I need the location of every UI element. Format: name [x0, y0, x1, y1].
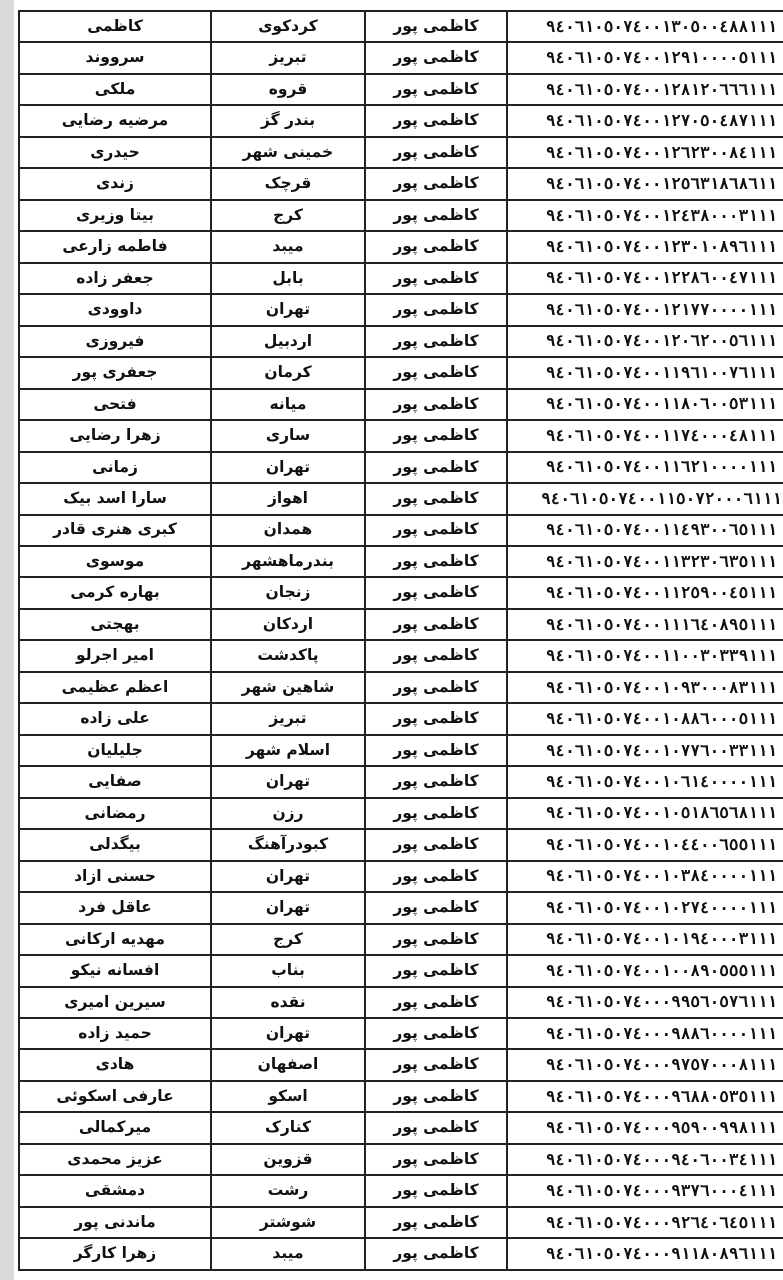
table-row: [19, 1144, 783, 1175]
person-name-cell: فاطمه زارعی: [19, 231, 211, 262]
table-row: [19, 829, 783, 860]
account-number-cell: ۹٤۰٦۱۰٥۰۷٤۰۰۱۱۳۲۳۰٦۳٥۱۱۱: [507, 546, 783, 577]
table-row: [19, 105, 783, 136]
family-name-cell: کاظمی پور: [365, 515, 507, 546]
family-name-cell: کاظمی پور: [365, 137, 507, 168]
person-name-cell: اعظم عظیمی: [19, 672, 211, 703]
city-cell: همدان: [211, 515, 365, 546]
city-cell: اهواز: [211, 483, 365, 514]
account-number-cell: ۹٤۰٦۱۰٥۰۷٤۰۰۱۰۰۸۹۰٥٥٥۱۱۱: [507, 955, 783, 986]
table-row: [19, 200, 783, 231]
account-number-cell: ۹٤۰٦۱۰٥۰۷٤۰۰۱۰۹۳۰۰۰۸۳۱۱۱: [507, 672, 783, 703]
city-cell: اسکو: [211, 1081, 365, 1112]
person-name-cell: حمید زاده: [19, 1018, 211, 1049]
person-name-cell: عارفی اسکوئی: [19, 1081, 211, 1112]
person-name-cell: عزیز محمدی: [19, 1144, 211, 1175]
account-number-cell: ۹٤۰٦۱۰٥۰۷٤۰۰۱۱٦۲۱۰۰۰۰۱۱۱: [507, 452, 783, 483]
family-name-cell: کاظمی پور: [365, 861, 507, 892]
account-number-cell: ۹٤۰٦۱۰٥۰۷٤۰۰۱۰۷۷٦۰۰۳۳۱۱۱: [507, 735, 783, 766]
person-name-cell: میرکمالی: [19, 1112, 211, 1143]
city-cell: رشت: [211, 1175, 365, 1206]
person-name-cell: افسانه نیکو: [19, 955, 211, 986]
account-number-cell: ۹٤۰٦۱۰٥۰۷٤۰۰۱۰۲۷٤۰۰۰۰۱۱۱: [507, 892, 783, 923]
person-name-cell: هادی: [19, 1049, 211, 1080]
family-name-cell: کاظمی پور: [365, 1144, 507, 1175]
account-number-cell: ۹٤۰٦۱۰٥۰۷٤۰۰۱۱۱٦٤۰۸۹٥۱۱۱: [507, 609, 783, 640]
person-name-cell: جعفر زاده: [19, 263, 211, 294]
table-row: [19, 11, 783, 42]
table-row: [19, 483, 783, 514]
account-number-cell: ۹٤۰٦۱۰٥۰۷٤۰۰۱۲۷۰٥۰٤۸۷۱۱۱: [507, 105, 783, 136]
account-number-cell: ۹٤۰٦۱۰٥۰۷٤۰۰۱۰۱۹٤۰۰۰۳۱۱۱: [507, 924, 783, 955]
person-name-cell: زمانی: [19, 452, 211, 483]
account-number-cell: ۹٤۰٦۱۰٥۰۷٤۰۰۱۰۸۸٦۰۰۰٥۱۱۱: [507, 703, 783, 734]
family-name-cell: کاظمی پور: [365, 1049, 507, 1080]
person-name-cell: عاقل فرد: [19, 892, 211, 923]
person-name-cell: سارا اسد بیک: [19, 483, 211, 514]
person-name-cell: بهاره کرمی: [19, 577, 211, 608]
account-number-cell: ۹٤۰٦۱۰٥۰۷٤۰۰۱۲٤۳۸۰۰۰۳۱۱۱: [507, 200, 783, 231]
table-row: [19, 1207, 783, 1238]
city-cell: قروه: [211, 74, 365, 105]
table-row: [19, 326, 783, 357]
city-cell: بندرماهشهر: [211, 546, 365, 577]
account-number-cell: ۹٤۰٦۱۰٥۰۷٤۰۰۰۹۲٦٤۰٦٤٥۱۱۱: [507, 1207, 783, 1238]
family-name-cell: کاظمی پور: [365, 735, 507, 766]
city-cell: اردکان: [211, 609, 365, 640]
family-name-cell: کاظمی پور: [365, 1081, 507, 1112]
account-number-cell: ۹٤۰٦۱۰٥۰۷٤۰۰۱۱٥۰۷۲۰۰۰٦۱۱۱: [507, 483, 783, 514]
records-table: [18, 10, 783, 1271]
person-name-cell: حسنی ازاد: [19, 861, 211, 892]
table-row: [19, 766, 783, 797]
table-row: [19, 420, 783, 451]
table-row: [19, 672, 783, 703]
person-name-cell: بهجتی: [19, 609, 211, 640]
records-table-body: [19, 11, 783, 1270]
person-name-cell: سیرین امیری: [19, 987, 211, 1018]
city-cell: اصفهان: [211, 1049, 365, 1080]
family-name-cell: کاظمی پور: [365, 829, 507, 860]
city-cell: میانه: [211, 389, 365, 420]
person-name-cell: علی زاده: [19, 703, 211, 734]
table-row: [19, 798, 783, 829]
table-row: [19, 452, 783, 483]
account-number-cell: ۹٤۰٦۱۰٥۰۷٤۰۰۱۲۱۷۷۰۰۰۰۱۱۱: [507, 294, 783, 325]
account-number-cell: ۹٤۰٦۱۰٥۰۷٤۰۰۱۲٦۲۳۰۰۸٤۱۱۱: [507, 137, 783, 168]
family-name-cell: کاظمی پور: [365, 74, 507, 105]
table-row: [19, 735, 783, 766]
city-cell: تهران: [211, 1018, 365, 1049]
family-name-cell: کاظمی پور: [365, 231, 507, 262]
table-row: [19, 74, 783, 105]
person-name-cell: ماندنی پور: [19, 1207, 211, 1238]
city-cell: شاهین شهر: [211, 672, 365, 703]
person-name-cell: زهرا کارگر: [19, 1238, 211, 1270]
family-name-cell: کاظمی پور: [365, 892, 507, 923]
account-number-cell: ۹٤۰٦۱۰٥۰۷٤۰۰۱۱۲٥۹۰۰٤٥۱۱۱: [507, 577, 783, 608]
table-row: [19, 892, 783, 923]
person-name-cell: مرضیه رضایی: [19, 105, 211, 136]
family-name-cell: کاظمی پور: [365, 1207, 507, 1238]
city-cell: قرچک: [211, 168, 365, 199]
family-name-cell: کاظمی پور: [365, 672, 507, 703]
table-row: [19, 515, 783, 546]
person-name-cell: مهدیه ارکانی: [19, 924, 211, 955]
city-cell: تهران: [211, 861, 365, 892]
account-number-cell: ۹٤۰٦۱۰٥۰۷٤۰۰۱۰۳۸٤۰۰۰۰۱۱۱: [507, 861, 783, 892]
table-row: [19, 168, 783, 199]
family-name-cell: کاظمی پور: [365, 609, 507, 640]
table-row: [19, 640, 783, 671]
person-name-cell: بیتا وزیری: [19, 200, 211, 231]
city-cell: تهران: [211, 892, 365, 923]
family-name-cell: کاظمی پور: [365, 640, 507, 671]
family-name-cell: کاظمی پور: [365, 766, 507, 797]
account-number-cell: ۹٤۰٦۱۰٥۰۷٤۰۰۰۹۸۸٦۰۰۰۰۱۱۱: [507, 1018, 783, 1049]
city-cell: میبد: [211, 1238, 365, 1270]
table-row: [19, 546, 783, 577]
table-row: [19, 294, 783, 325]
account-number-cell: ۹٤۰٦۱۰٥۰۷٤۰۰۱۰٥۱۸٦٥٦۸۱۱۱: [507, 798, 783, 829]
family-name-cell: کاظمی پور: [365, 294, 507, 325]
table-row: [19, 1018, 783, 1049]
city-cell: اردبیل: [211, 326, 365, 357]
table-row: [19, 263, 783, 294]
person-name-cell: موسوی: [19, 546, 211, 577]
person-name-cell: کاظمی: [19, 11, 211, 42]
table-row: [19, 987, 783, 1018]
account-number-cell: ۹٤۰٦۱۰٥۰۷٤۰۰۱۲٥٦۳۱۸٦۸٦۱۱: [507, 168, 783, 199]
table-row: [19, 137, 783, 168]
account-number-cell: ۹٤۰٦۱۰٥۰۷٤۰۰۰۹۳۷٦۰۰۰٤۱۱۱: [507, 1175, 783, 1206]
family-name-cell: کاظمی پور: [365, 389, 507, 420]
family-name-cell: کاظمی پور: [365, 703, 507, 734]
family-name-cell: کاظمی پور: [365, 168, 507, 199]
person-name-cell: دمشقی: [19, 1175, 211, 1206]
table-row: [19, 1049, 783, 1080]
person-name-cell: سرووند: [19, 42, 211, 73]
person-name-cell: زهرا رضایی: [19, 420, 211, 451]
family-name-cell: کاظمی پور: [365, 11, 507, 42]
person-name-cell: فتحی: [19, 389, 211, 420]
account-number-cell: ۹٤۰٦۱۰٥۰۷٤۰۰۰۹۷٥۷۰۰۰۸۱۱۱: [507, 1049, 783, 1080]
city-cell: تهران: [211, 294, 365, 325]
family-name-cell: کاظمی پور: [365, 105, 507, 136]
account-number-cell: ۹٤۰٦۱۰٥۰۷٤۰۰۱۰٦۱٤۰۰۰۰۱۱۱: [507, 766, 783, 797]
person-name-cell: امیر اجرلو: [19, 640, 211, 671]
person-name-cell: کبری هنری قادر: [19, 515, 211, 546]
left-margin-strip: [0, 0, 14, 1280]
table-row: [19, 861, 783, 892]
account-number-cell: ۹٤۰٦۱۰٥۰۷٤۰۰۰۹۹٥٦۰٥۷٦۱۱۱: [507, 987, 783, 1018]
table-row: [19, 231, 783, 262]
account-number-cell: ۹٤۰٦۱۰٥۰۷٤۰۰۱۲۲۸٦۰۰٤۷۱۱۱: [507, 263, 783, 294]
city-cell: قزوین: [211, 1144, 365, 1175]
city-cell: بابل: [211, 263, 365, 294]
family-name-cell: کاظمی پور: [365, 955, 507, 986]
city-cell: ساری: [211, 420, 365, 451]
family-name-cell: کاظمی پور: [365, 452, 507, 483]
family-name-cell: کاظمی پور: [365, 420, 507, 451]
table-row: [19, 42, 783, 73]
city-cell: بناب: [211, 955, 365, 986]
family-name-cell: کاظمی پور: [365, 1112, 507, 1143]
person-name-cell: رمضانی: [19, 798, 211, 829]
family-name-cell: کاظمی پور: [365, 798, 507, 829]
person-name-cell: حیدری: [19, 137, 211, 168]
person-name-cell: داوودی: [19, 294, 211, 325]
city-cell: بندر گز: [211, 105, 365, 136]
city-cell: کرمان: [211, 357, 365, 388]
person-name-cell: بیگدلی: [19, 829, 211, 860]
city-cell: پاکدشت: [211, 640, 365, 671]
city-cell: تهران: [211, 766, 365, 797]
table-row: [19, 389, 783, 420]
account-number-cell: ۹٤۰٦۱۰٥۰۷٤۰۰۱۱۸۰٦۰۰٥۳۱۱۱: [507, 389, 783, 420]
family-name-cell: کاظمی پور: [365, 200, 507, 231]
account-number-cell: ۹٤۰٦۱۰٥۰۷٤۰۰۱۱۷٤۰۰۰٤۸۱۱۱: [507, 420, 783, 451]
family-name-cell: کاظمی پور: [365, 546, 507, 577]
person-name-cell: ملکی: [19, 74, 211, 105]
account-number-cell: ۹٤۰٦۱۰٥۰۷٤۰۰۱۱۰۰۳۰۳۳۹۱۱۱: [507, 640, 783, 671]
table-row: [19, 1081, 783, 1112]
city-cell: کرج: [211, 200, 365, 231]
account-number-cell: ۹٤۰٦۱۰٥۰۷٤۰۰۱۱٤۹۳۰۰٦٥۱۱۱: [507, 515, 783, 546]
person-name-cell: جلیلیان: [19, 735, 211, 766]
family-name-cell: کاظمی پور: [365, 263, 507, 294]
city-cell: کنارک: [211, 1112, 365, 1143]
city-cell: زنجان: [211, 577, 365, 608]
person-name-cell: فیروزی: [19, 326, 211, 357]
family-name-cell: کاظمی پور: [365, 1018, 507, 1049]
family-name-cell: کاظمی پور: [365, 326, 507, 357]
account-number-cell: ۹٤۰٦۱۰٥۰۷٤۰۰۰۹٦۸۸۰٥۳٥۱۱۱: [507, 1081, 783, 1112]
city-cell: تبریز: [211, 703, 365, 734]
city-cell: میبد: [211, 231, 365, 262]
city-cell: شوشتر: [211, 1207, 365, 1238]
table-row: [19, 924, 783, 955]
account-number-cell: ۹٤۰٦۱۰٥۰۷٤۰۰۱۳۰٥۰۰٤۸۸۱۱۱: [507, 11, 783, 42]
table-row: [19, 955, 783, 986]
table-row: [19, 577, 783, 608]
person-name-cell: صفایی: [19, 766, 211, 797]
account-number-cell: ۹٤۰٦۱۰٥۰۷٤۰۰۱۲۸۱۲۰٦٦٦۱۱۱: [507, 74, 783, 105]
family-name-cell: کاظمی پور: [365, 42, 507, 73]
family-name-cell: کاظمی پور: [365, 924, 507, 955]
person-name-cell: جعفری پور: [19, 357, 211, 388]
person-name-cell: زندی: [19, 168, 211, 199]
table-row: [19, 1112, 783, 1143]
account-number-cell: ۹٤۰٦۱۰٥۰۷٤۰۰۱۱۹٦۱۰۰۷٦۱۱۱: [507, 357, 783, 388]
city-cell: اسلام شهر: [211, 735, 365, 766]
table-row: [19, 357, 783, 388]
account-number-cell: ۹٤۰٦۱۰٥۰۷٤۰۰۰۹٥۹۰۰۹۹۸۱۱۱: [507, 1112, 783, 1143]
family-name-cell: کاظمی پور: [365, 357, 507, 388]
account-number-cell: ۹٤۰٦۱۰٥۰۷٤۰۰۰۹٤۰٦۰۰۳٤۱۱۱: [507, 1144, 783, 1175]
city-cell: کبودرآهنگ: [211, 829, 365, 860]
city-cell: خمینی شهر: [211, 137, 365, 168]
table-row: [19, 703, 783, 734]
table-row: [19, 1238, 783, 1270]
family-name-cell: کاظمی پور: [365, 483, 507, 514]
city-cell: تهران: [211, 452, 365, 483]
city-cell: نقده: [211, 987, 365, 1018]
family-name-cell: کاظمی پور: [365, 1238, 507, 1270]
table-row: [19, 1175, 783, 1206]
account-number-cell: ۹٤۰٦۱۰٥۰۷٤۰۰۰۹۱۱۸۰۸۹٦۱۱۱: [507, 1238, 783, 1270]
table-row: [19, 609, 783, 640]
account-number-cell: ۹٤۰٦۱۰٥۰۷٤۰۰۱۲۳۰۱۰۸۹٦۱۱۱: [507, 231, 783, 262]
account-number-cell: ۹٤۰٦۱۰٥۰۷٤۰۰۱۲۰٦۲۰۰٥٦۱۱۱: [507, 326, 783, 357]
city-cell: کردکوی: [211, 11, 365, 42]
family-name-cell: کاظمی پور: [365, 1175, 507, 1206]
family-name-cell: کاظمی پور: [365, 577, 507, 608]
account-number-cell: ۹٤۰٦۱۰٥۰۷٤۰۰۱۲۹۱۰۰۰۰٥۱۱۱: [507, 42, 783, 73]
city-cell: تبریز: [211, 42, 365, 73]
city-cell: کرج: [211, 924, 365, 955]
account-number-cell: ۹٤۰٦۱۰٥۰۷٤۰۰۱۰٤٤۰۰٦٥٥۱۱۱: [507, 829, 783, 860]
city-cell: رزن: [211, 798, 365, 829]
family-name-cell: کاظمی پور: [365, 987, 507, 1018]
